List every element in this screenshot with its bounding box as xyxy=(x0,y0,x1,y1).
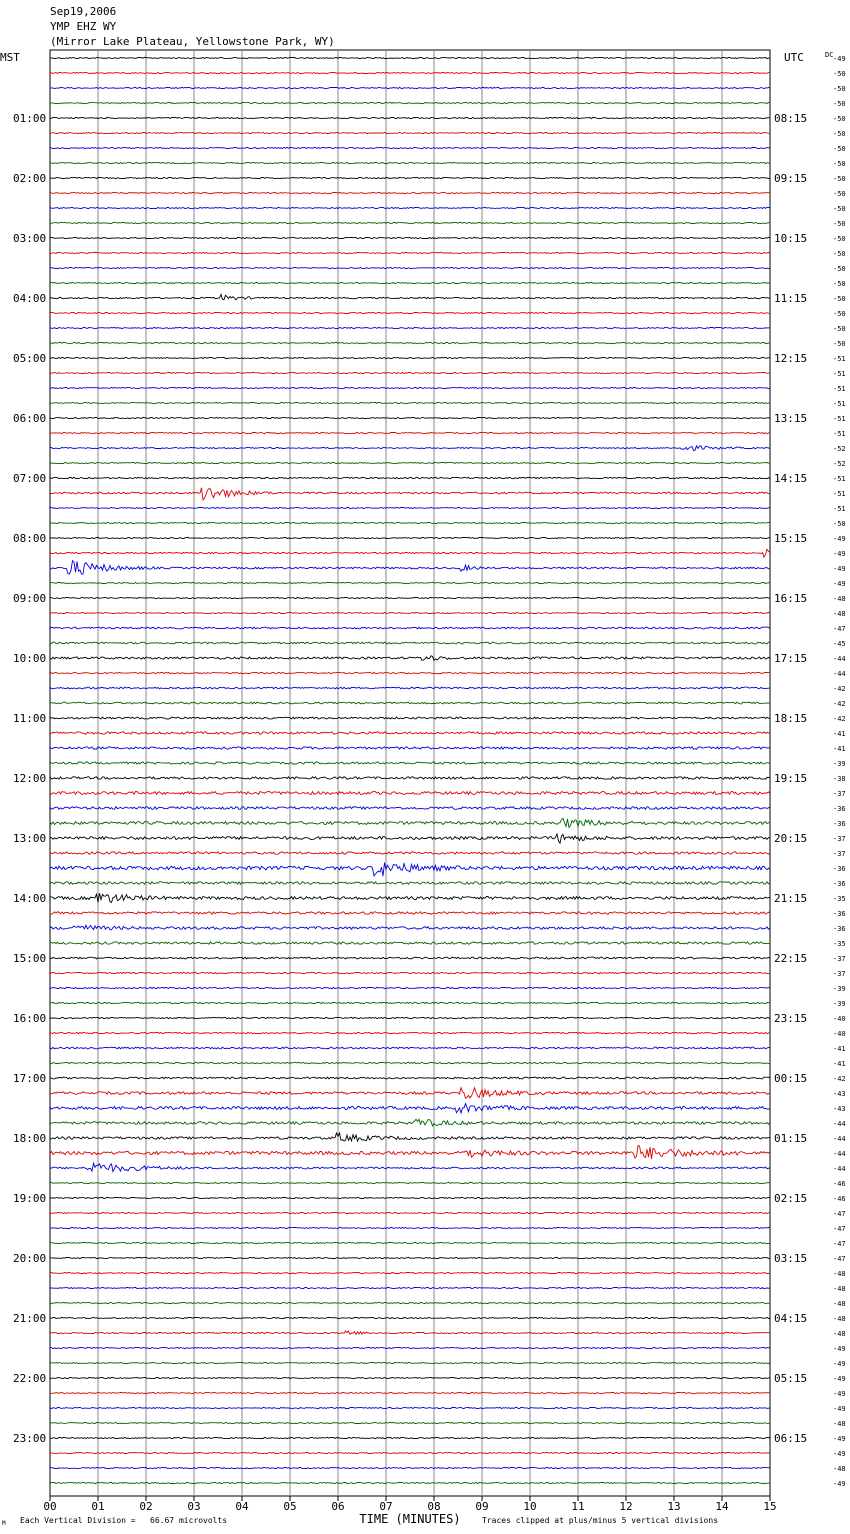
seismic-trace xyxy=(50,1146,770,1159)
seismic-trace xyxy=(50,102,770,103)
dc-offset-label: -50 xyxy=(833,145,846,153)
hour-label-utc: 18:15 xyxy=(774,712,808,725)
dc-offset-label: -51 xyxy=(833,430,846,438)
hour-label-mst: 01:00 xyxy=(13,112,47,125)
hour-label-utc: 16:15 xyxy=(774,592,808,605)
footer-logo: M xyxy=(2,1520,6,1527)
hour-label-utc: 19:15 xyxy=(774,772,808,785)
seismic-trace xyxy=(50,1347,770,1348)
dc-offset-label: -50 xyxy=(833,295,846,303)
hour-label-mst: 15:00 xyxy=(13,952,47,965)
seismic-trace xyxy=(50,852,770,854)
seismic-trace xyxy=(50,747,770,749)
hour-label-utc: 20:15 xyxy=(774,832,808,845)
dc-offset-label: -48 xyxy=(833,1315,846,1323)
x-tick-label: 01 xyxy=(91,1500,105,1513)
dc-offset-label: -49 xyxy=(833,1405,846,1413)
dc-offset-label: -41 xyxy=(833,1045,846,1053)
dc-offset-label: -36 xyxy=(833,880,846,888)
seismic-trace xyxy=(50,387,770,388)
dc-offset-label: -50 xyxy=(833,250,846,258)
seismic-trace xyxy=(50,1407,770,1408)
dc-offset-label: -48 xyxy=(833,1270,846,1278)
dc-offset-label: -52 xyxy=(833,445,846,453)
seismic-trace xyxy=(50,342,770,343)
hour-label-utc: 10:15 xyxy=(774,232,808,245)
dc-offset-label: -42 xyxy=(833,700,846,708)
dc-offset-label: -37 xyxy=(833,850,846,858)
x-tick-label: 13 xyxy=(667,1500,681,1513)
seismic-trace xyxy=(50,792,770,795)
hour-label-utc: 06:15 xyxy=(774,1432,808,1445)
seismic-trace xyxy=(50,642,770,644)
hour-label-utc: 01:15 xyxy=(774,1132,808,1145)
seismic-trace xyxy=(50,987,770,988)
dc-offset-label: -49 xyxy=(833,1450,846,1458)
dc-offset-label: -50 xyxy=(833,115,846,123)
hour-label-mst: 17:00 xyxy=(13,1072,47,1085)
dc-offset-label: -35 xyxy=(833,940,846,948)
dc-offset-label: -50 xyxy=(833,235,846,243)
seismic-trace xyxy=(50,612,770,613)
dc-offset-label: -40 xyxy=(833,1015,846,1023)
seismic-trace xyxy=(50,582,770,583)
hour-label-mst: 07:00 xyxy=(13,472,47,485)
hour-label-utc: 13:15 xyxy=(774,412,808,425)
seismic-trace xyxy=(50,488,770,500)
dc-offset-label: -44 xyxy=(833,1165,846,1173)
hour-label-mst: 11:00 xyxy=(13,712,47,725)
dc-offset-label: -50 xyxy=(833,205,846,213)
seismic-trace xyxy=(50,402,770,403)
seismic-trace xyxy=(50,327,770,328)
hour-label-mst: 14:00 xyxy=(13,892,47,905)
seismic-trace xyxy=(50,312,770,313)
hour-label-utc: 22:15 xyxy=(774,952,808,965)
seismic-trace xyxy=(50,1062,770,1063)
seismic-trace xyxy=(50,1331,770,1334)
dc-offset-label: -44 xyxy=(833,1135,846,1143)
seismic-trace xyxy=(50,117,770,118)
dc-offset-label: -38 xyxy=(833,775,846,783)
hour-label-utc: 09:15 xyxy=(774,172,808,185)
seismic-trace xyxy=(50,462,770,463)
plot-frame xyxy=(50,50,770,1496)
dc-offset-label: -51 xyxy=(833,505,846,513)
hour-label-utc: 15:15 xyxy=(774,532,808,545)
seismic-trace xyxy=(50,1077,770,1079)
hour-label-mst: 16:00 xyxy=(13,1012,47,1025)
hour-label-utc: 14:15 xyxy=(774,472,808,485)
x-tick-label: 09 xyxy=(475,1500,489,1513)
seismic-trace xyxy=(50,1197,770,1198)
dc-offset-label: -47 xyxy=(833,1210,846,1218)
header-station: YMP EHZ WY xyxy=(50,20,117,33)
seismic-trace xyxy=(50,295,770,300)
dc-offset-label: -41 xyxy=(833,730,846,738)
dc-offset-label: -50 xyxy=(833,340,846,348)
dc-offset-label: -51 xyxy=(833,400,846,408)
dc-offset-label: -48 xyxy=(833,1285,846,1293)
seismic-trace xyxy=(50,656,770,661)
hour-label-utc: 11:15 xyxy=(774,292,808,305)
x-tick-label: 12 xyxy=(619,1500,633,1513)
dc-offset-label: -37 xyxy=(833,970,846,978)
seismic-trace xyxy=(50,1119,770,1126)
seismic-trace xyxy=(50,732,770,734)
seismic-trace xyxy=(50,702,770,704)
hour-label-mst: 21:00 xyxy=(13,1312,47,1325)
dc-offset-label: -50 xyxy=(833,310,846,318)
dc-offset-label: -50 xyxy=(833,280,846,288)
seismic-trace xyxy=(50,1002,770,1003)
hour-label-mst: 09:00 xyxy=(13,592,47,605)
hour-label-mst: 08:00 xyxy=(13,532,47,545)
dc-offset-label: -46 xyxy=(833,1180,846,1188)
x-tick-label: 10 xyxy=(523,1500,537,1513)
dc-offset-label: -49 xyxy=(833,1345,846,1353)
seismic-trace xyxy=(50,87,770,88)
seismic-trace xyxy=(50,863,770,877)
hour-label-utc: 23:15 xyxy=(774,1012,808,1025)
seismic-trace xyxy=(50,282,770,283)
hour-label-mst: 23:00 xyxy=(13,1432,47,1445)
hour-label-mst: 20:00 xyxy=(13,1252,47,1265)
x-axis-label: TIME (MINUTES) xyxy=(359,1512,461,1526)
header-date: Sep19,2006 xyxy=(50,5,117,18)
hour-label-mst: 13:00 xyxy=(13,832,47,845)
seismic-trace xyxy=(50,1362,770,1363)
seismic-trace xyxy=(50,1422,770,1423)
dc-offset-label: -49 xyxy=(833,535,846,543)
dc-offset-label: -50 xyxy=(833,160,846,168)
dc-offset-label: -44 xyxy=(833,1120,846,1128)
x-tick-label: 11 xyxy=(571,1500,585,1513)
x-tick-label: 05 xyxy=(283,1500,297,1513)
hour-label-mst: 22:00 xyxy=(13,1372,47,1385)
dc-offset-label: -44 xyxy=(833,670,846,678)
dc-offset-label: -50 xyxy=(833,520,846,528)
seismic-trace xyxy=(50,882,770,885)
dc-offset-label: -39 xyxy=(833,985,846,993)
seismic-trace xyxy=(50,237,770,238)
x-tick-label: 08 xyxy=(427,1500,441,1513)
seismic-trace xyxy=(50,561,770,575)
seismic-trace xyxy=(50,942,770,944)
dc-offset-label: -46 xyxy=(833,1195,846,1203)
hour-label-utc: 05:15 xyxy=(774,1372,808,1385)
seismic-trace xyxy=(50,522,770,523)
seismic-trace xyxy=(50,1017,770,1018)
dc-offset-label: -47 xyxy=(833,1240,846,1248)
hour-label-utc: 04:15 xyxy=(774,1312,808,1325)
hour-label-mst: 19:00 xyxy=(13,1192,47,1205)
dc-offset-label: -50 xyxy=(833,265,846,273)
dc-offset-label: -37 xyxy=(833,955,846,963)
dc-offset-label: -36 xyxy=(833,925,846,933)
dc-offset-label: -49 xyxy=(833,55,846,63)
seismic-trace xyxy=(50,1212,770,1213)
seismic-trace xyxy=(50,1182,770,1183)
x-tick-label: 07 xyxy=(379,1500,393,1513)
x-tick-label: 14 xyxy=(715,1500,729,1513)
dc-offset-label: -49 xyxy=(833,550,846,558)
dc-axis-title: DC xyxy=(825,51,834,59)
hour-label-utc: 12:15 xyxy=(774,352,808,365)
seismic-trace xyxy=(50,1242,770,1243)
seismic-trace xyxy=(50,446,770,451)
seismic-trace xyxy=(50,1104,770,1113)
header-location: (Mirror Lake Plateau, Yellowstone Park, WY) xyxy=(50,35,335,48)
hour-label-mst: 18:00 xyxy=(13,1132,47,1145)
dc-offset-label: -48 xyxy=(833,1300,846,1308)
seismic-trace xyxy=(50,1452,770,1453)
dc-offset-label: -47 xyxy=(833,1255,846,1263)
dc-offset-label: -50 xyxy=(833,175,846,183)
hour-label-mst: 02:00 xyxy=(13,172,47,185)
seismic-trace xyxy=(50,687,770,689)
hour-label-utc: 00:15 xyxy=(774,1072,808,1085)
dc-offset-label: -49 xyxy=(833,565,846,573)
dc-offset-label: -43 xyxy=(833,1090,846,1098)
dc-offset-label: -50 xyxy=(833,220,846,228)
seismic-trace xyxy=(50,357,770,358)
dc-offset-label: -39 xyxy=(833,1000,846,1008)
seismic-trace xyxy=(50,1317,770,1318)
seismic-trace xyxy=(50,1437,770,1438)
dc-offset-label: -49 xyxy=(833,1480,846,1488)
seismic-trace xyxy=(50,1047,770,1049)
dc-offset-label: -50 xyxy=(833,130,846,138)
dc-offset-label: -40 xyxy=(833,1030,846,1038)
left-axis-title: MST xyxy=(0,51,20,64)
seismic-trace xyxy=(50,1257,770,1258)
seismic-trace xyxy=(50,162,770,163)
dc-offset-label: -43 xyxy=(833,1105,846,1113)
dc-offset-label: -51 xyxy=(833,415,846,423)
seismic-trace xyxy=(50,893,770,902)
dc-offset-label: -42 xyxy=(833,715,846,723)
seismic-trace xyxy=(50,252,770,253)
seismic-trace xyxy=(50,1287,770,1288)
seismic-trace xyxy=(50,1227,770,1228)
seismic-trace xyxy=(50,818,770,827)
dc-offset-label: -41 xyxy=(833,1060,846,1068)
dc-offset-label: -37 xyxy=(833,835,846,843)
dc-offset-label: -36 xyxy=(833,910,846,918)
seismic-trace xyxy=(50,57,770,58)
x-tick-label: 15 xyxy=(763,1500,777,1513)
dc-offset-label: -36 xyxy=(833,820,846,828)
hour-label-mst: 05:00 xyxy=(13,352,47,365)
seismic-trace xyxy=(50,177,770,178)
seismic-trace xyxy=(50,912,770,914)
dc-offset-label: -49 xyxy=(833,1360,846,1368)
dc-offset-label: -39 xyxy=(833,760,846,768)
seismic-trace xyxy=(50,267,770,268)
seismic-trace xyxy=(50,1133,770,1141)
seismic-trace xyxy=(50,477,770,478)
hour-label-mst: 06:00 xyxy=(13,412,47,425)
seismic-trace xyxy=(50,807,770,810)
dc-offset-label: -49 xyxy=(833,1375,846,1383)
seismic-trace xyxy=(50,1088,770,1099)
dc-offset-label: -48 xyxy=(833,1420,846,1428)
hour-label-mst: 03:00 xyxy=(13,232,47,245)
seismic-trace xyxy=(50,222,770,223)
dc-offset-label: -50 xyxy=(833,100,846,108)
dc-offset-label: -41 xyxy=(833,745,846,753)
seismic-trace xyxy=(50,132,770,133)
seismic-trace xyxy=(50,672,770,673)
seismic-trace xyxy=(50,72,770,73)
x-tick-label: 03 xyxy=(187,1500,201,1513)
dc-offset-label: -50 xyxy=(833,325,846,333)
seismic-trace xyxy=(50,147,770,148)
dc-offset-label: -50 xyxy=(833,190,846,198)
hour-label-utc: 21:15 xyxy=(774,892,808,905)
seismic-trace xyxy=(50,537,770,538)
dc-offset-label: -50 xyxy=(833,70,846,78)
dc-offset-label: -42 xyxy=(833,1075,846,1083)
hour-label-utc: 17:15 xyxy=(774,652,808,665)
footer-scale: Each Vertical Division = 66.67 microvolts xyxy=(20,1516,228,1525)
dc-offset-label: -48 xyxy=(833,595,846,603)
seismic-trace xyxy=(50,549,770,557)
seismic-trace xyxy=(50,597,770,598)
hour-label-utc: 03:15 xyxy=(774,1252,808,1265)
dc-offset-label: -51 xyxy=(833,475,846,483)
dc-offset-label: -36 xyxy=(833,805,846,813)
hour-label-mst: 10:00 xyxy=(13,652,47,665)
dc-offset-label: -48 xyxy=(833,1465,846,1473)
seismic-trace xyxy=(50,1482,770,1483)
dc-offset-label: -45 xyxy=(833,640,846,648)
seismic-trace xyxy=(50,957,770,959)
x-tick-label: 02 xyxy=(139,1500,153,1513)
dc-offset-label: -47 xyxy=(833,1225,846,1233)
x-tick-label: 04 xyxy=(235,1500,249,1513)
x-tick-label: 06 xyxy=(331,1500,345,1513)
x-tick-label: 00 xyxy=(43,1500,57,1513)
hour-label-mst: 12:00 xyxy=(13,772,47,785)
seismic-trace xyxy=(50,972,770,973)
seismic-trace xyxy=(50,717,770,719)
dc-offset-label: -42 xyxy=(833,685,846,693)
dc-offset-label: -51 xyxy=(833,370,846,378)
hour-label-utc: 02:15 xyxy=(774,1192,808,1205)
dc-offset-label: -51 xyxy=(833,385,846,393)
seismic-trace xyxy=(50,1032,770,1033)
dc-offset-label: -52 xyxy=(833,460,846,468)
seismic-trace xyxy=(50,192,770,193)
dc-offset-label: -50 xyxy=(833,85,846,93)
seismic-trace xyxy=(50,925,770,930)
dc-offset-label: -44 xyxy=(833,1150,846,1158)
dc-offset-label: -36 xyxy=(833,865,846,873)
dc-offset-label: -48 xyxy=(833,1330,846,1338)
hour-label-mst: 04:00 xyxy=(13,292,47,305)
seismic-trace xyxy=(50,627,770,629)
seismic-trace xyxy=(50,372,770,373)
hour-label-utc: 08:15 xyxy=(774,112,808,125)
seismic-trace xyxy=(50,1272,770,1273)
seismic-trace xyxy=(50,207,770,208)
seismic-trace xyxy=(50,1302,770,1303)
dc-offset-label: -51 xyxy=(833,490,846,498)
seismic-trace xyxy=(50,432,770,433)
seismic-trace xyxy=(50,507,770,508)
dc-offset-label: -51 xyxy=(833,355,846,363)
seismic-trace xyxy=(50,762,770,764)
dc-offset-label: -44 xyxy=(833,655,846,663)
seismic-trace xyxy=(50,1163,770,1171)
dc-offset-label: -35 xyxy=(833,895,846,903)
seismic-trace xyxy=(50,1467,770,1468)
seismic-trace xyxy=(50,1392,770,1393)
dc-offset-label: -47 xyxy=(833,625,846,633)
seismic-trace xyxy=(50,417,770,418)
footer-clip: Traces clipped at plus/minus 5 vertical divisions xyxy=(482,1516,719,1525)
seismic-trace xyxy=(50,777,770,779)
right-axis-title: UTC xyxy=(784,51,804,64)
seismic-trace xyxy=(50,834,770,843)
dc-offset-label: -49 xyxy=(833,1435,846,1443)
dc-offset-label: -37 xyxy=(833,790,846,798)
dc-offset-label: -49 xyxy=(833,1390,846,1398)
dc-offset-label: -48 xyxy=(833,610,846,618)
dc-offset-label: -49 xyxy=(833,580,846,588)
seismic-trace xyxy=(50,1377,770,1378)
